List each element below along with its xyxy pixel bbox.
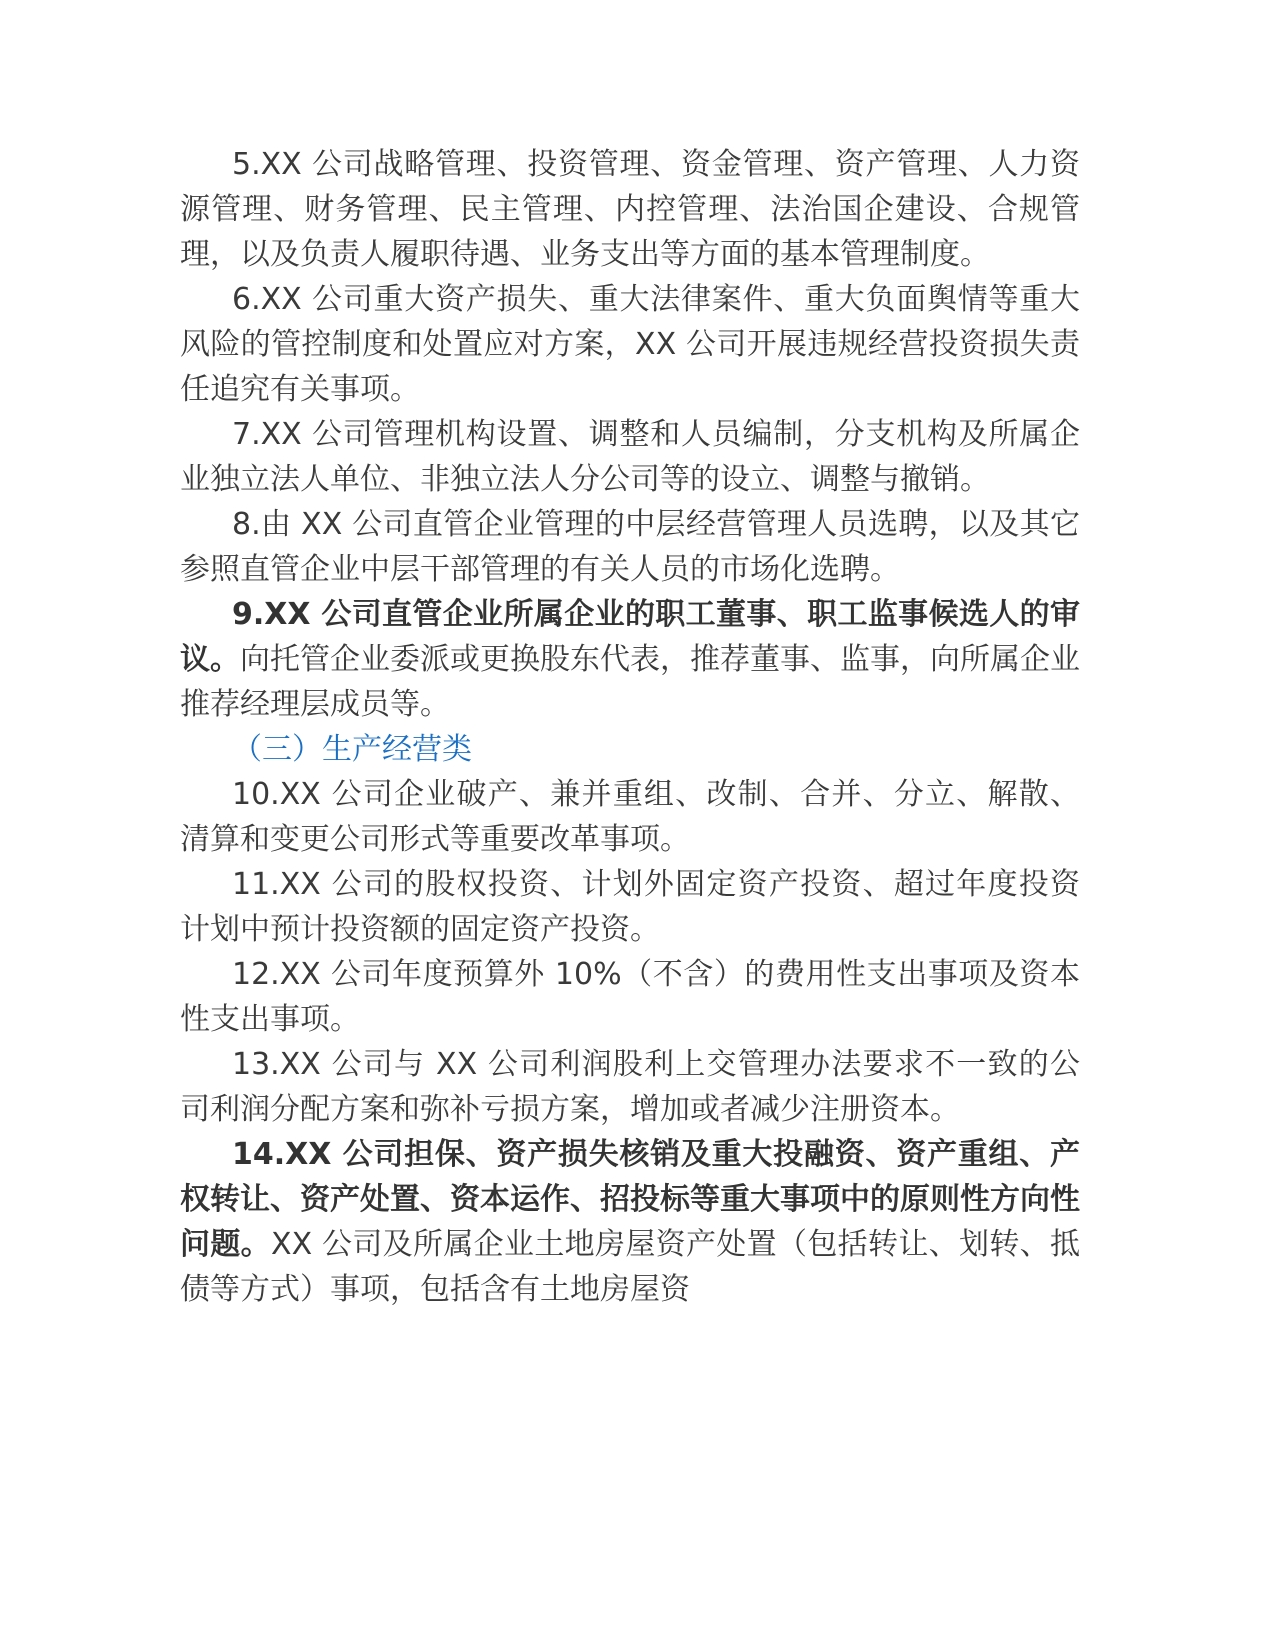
paragraph-text: XX 公司及所属企业土地房屋资产处置（包括转让、划转、抵债等方式）事项，包括含有土地房屋资 [180,1227,1081,1307]
paragraph-bold-text: 9.XX 公司直管企业所属企业的职工董事、职工监事候选人的审议。 [180,597,1080,677]
document-body [180,142,1080,1312]
paragraph-text: 11.XX 公司的股权投资、计划外固定资产投资、超过年度投资计划中预计投资额的固定资产投资。 [180,867,1080,947]
paragraph-item-14 [180,1132,1080,1312]
paragraph-text: 12.XX 公司年度预算外 10%（不含）的费用性支出事项及资本性支出事项。 [180,957,1080,1037]
section-heading-text: （三）生产经营类 [232,732,472,767]
paragraph-text: 7.XX 公司管理机构设置、调整和人员编制，分支机构及所属企业独立法人单位、非独立法人分公司等的设立、调整与撤销。 [180,417,1080,497]
paragraph-text: 13.XX 公司与 XX 公司利润股利上交管理办法要求不一致的公司利润分配方案和弥补亏损方案，增加或者减少注册资本。 [180,1047,1080,1127]
paragraph-item-5 [180,142,1080,277]
paragraph-item-12 [180,952,1080,1042]
paragraph-item-11 [180,862,1080,952]
paragraph-item-8 [180,502,1080,592]
paragraph-item-10 [180,772,1080,862]
paragraph-text: 10.XX 公司企业破产、兼并重组、改制、合并、分立、解散、清算和变更公司形式等重要改革事项。 [180,777,1080,857]
paragraph-item-9 [180,592,1080,727]
paragraph-item-13 [180,1042,1080,1132]
paragraph-item-6 [180,277,1080,412]
paragraph-text: 向托管企业委派或更换股东代表，推荐董事、监事，向所属企业推荐经理层成员等。 [180,642,1080,722]
paragraph-text: 5.XX 公司战略管理、投资管理、资金管理、资产管理、人力资源管理、财务管理、民主管理、内控管理、法治国企建设、合规管理，以及负责人履职待遇、业务支出等方面的基本管理制度。 [180,147,1080,272]
paragraph-text: 8.由 XX 公司直管企业管理的中层经营管理人员选聘，以及其它参照直管企业中层干部管理的有关人员的市场化选聘。 [180,507,1080,587]
paragraph-item-7 [180,412,1080,502]
section-heading [180,727,1080,772]
paragraph-bold-text: 14.XX 公司担保、资产损失核销及重大投融资、资产重组、产权转让、资产处置、资本运作、招投标等重大事项中的原则性方向性问题。 [180,1137,1080,1262]
paragraph-text: 6.XX 公司重大资产损失、重大法律案件、重大负面舆情等重大风险的管控制度和处置应对方案，XX 公司开展违规经营投资损失责任追究有关事项。 [180,282,1080,407]
